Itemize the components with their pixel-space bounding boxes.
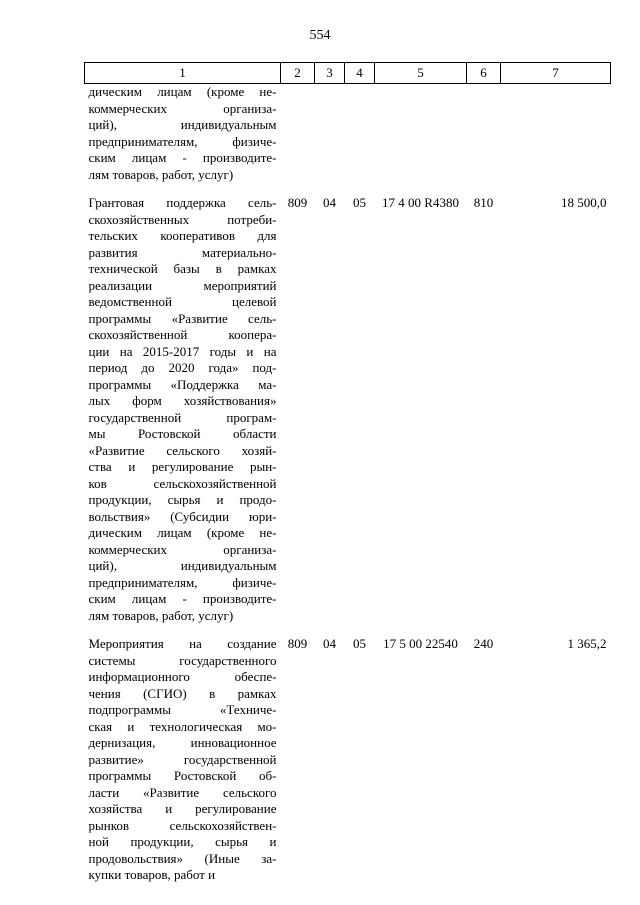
column-header: 6: [467, 63, 501, 84]
cell-gp: 809: [287, 636, 308, 651]
description-line: подпрограммы «Техниче-: [88, 702, 277, 717]
description-line: государственной програм-: [88, 409, 277, 425]
description-line: продукции, сырья и продо-: [88, 492, 277, 507]
cell-vr: 240: [473, 636, 494, 651]
description-line: программы Ростовской об-: [88, 768, 277, 783]
cell-gp: 809: [287, 195, 308, 210]
description-line: лям товаров, работ, услуг): [88, 607, 234, 623]
description-line: программы «Поддержка ма-: [88, 376, 277, 392]
description-line: развития материально-: [88, 244, 277, 260]
description-line: ласти «Развитие сельского: [88, 784, 277, 800]
description-line: скохозяйственных потреби-: [88, 211, 277, 227]
description-line: период до 2020 года» под-: [88, 360, 277, 375]
cell-pr: [345, 84, 375, 184]
cell-vr: 810: [473, 195, 494, 210]
description-line: программы «Развитие сель-: [88, 310, 277, 326]
description-line: лям товаров, работ, услуг): [88, 166, 234, 182]
cell-rz: 04: [323, 195, 336, 210]
description-line: ведомственной целевой: [88, 294, 277, 309]
table-row: [85, 636, 611, 884]
cell-vr: [467, 84, 501, 184]
description-line: хозяйства и регулирование: [88, 801, 277, 816]
cell-amount: 18 500,0: [561, 195, 607, 210]
row-description: [85, 636, 281, 884]
description-line: ной продукции, сырья и: [88, 834, 277, 849]
cell-rz: 04: [323, 636, 336, 651]
cell-csr: 17 4 00 R4380: [382, 195, 459, 210]
description-line: ским лицам - производите-: [88, 150, 277, 165]
description-line: «Развитие сельского хозяй-: [88, 442, 277, 458]
cell-pr: 05: [353, 636, 366, 651]
description-line: ская и технологическая мо-: [88, 718, 277, 734]
column-header: 2: [281, 63, 315, 84]
table-row: [85, 195, 611, 624]
description-line: ков сельскохозяйственной: [88, 475, 277, 491]
description-line: лых форм хозяйствования»: [88, 393, 277, 408]
description-line: ства и регулирование рын-: [88, 459, 277, 474]
row-spacer: [85, 624, 611, 636]
column-header: 1: [85, 63, 281, 84]
description-line: ским лицам - производите-: [88, 591, 277, 606]
budget-table: [84, 62, 611, 884]
description-line: вольствия» (Субсидии юри-: [88, 508, 277, 524]
description-line: дическим лицам (кроме не-: [88, 84, 277, 99]
description-line: реализации мероприятий: [88, 277, 277, 293]
description-line: развитие» государственной: [88, 751, 277, 767]
column-header: 7: [501, 63, 611, 84]
cell-rz: [315, 84, 345, 184]
description-line: рынков сельскохозяйствен-: [88, 817, 277, 833]
description-line: ций), индивидуальным: [88, 558, 277, 573]
description-line: системы государственного: [88, 652, 277, 668]
description-line: продовольствия» (Иные за-: [88, 850, 277, 866]
description-line: ций), индивидуальным: [88, 117, 277, 132]
description-line: дернизация, инновационное: [88, 735, 277, 750]
description-line: скохозяйственной коопера-: [88, 327, 277, 342]
description-line: мы Ростовской области: [88, 426, 277, 441]
description-line: купки товаров, работ и: [88, 867, 216, 882]
row-description: [85, 195, 281, 624]
description-line: технической базы в рамках: [88, 261, 277, 276]
description-line: дическим лицам (кроме не-: [88, 525, 277, 540]
column-header: 4: [345, 63, 375, 84]
table-row: [85, 84, 611, 184]
description-line: чения (СГИО) в рамках: [88, 685, 277, 701]
description-line: предпринимателям, физиче-: [88, 574, 277, 590]
description-line: коммерческих организа-: [88, 541, 277, 557]
cell-csr: 17 5 00 22540: [383, 636, 458, 651]
column-header: 5: [375, 63, 467, 84]
cell-gp: [281, 84, 315, 184]
page-number: 554: [309, 28, 331, 43]
cell-pr: 05: [353, 195, 366, 210]
description-line: тельских кооперативов для: [88, 228, 277, 243]
cell-amount: 1 365,2: [567, 636, 607, 651]
row-spacer: [85, 183, 611, 195]
row-description: [85, 84, 281, 184]
cell-csr: [375, 84, 467, 184]
description-line: Грантовая поддержка сель-: [88, 195, 277, 210]
column-header: 3: [315, 63, 345, 84]
description-line: коммерческих организа-: [88, 100, 277, 116]
description-line: ции на 2015-2017 годы и на: [88, 343, 277, 359]
description-line: предпринимателям, физиче-: [88, 133, 277, 149]
cell-amount: [501, 84, 611, 184]
description-line: информационного обеспе-: [88, 669, 277, 684]
table-header-row: [85, 63, 611, 84]
description-line: Мероприятия на создание: [88, 636, 277, 651]
